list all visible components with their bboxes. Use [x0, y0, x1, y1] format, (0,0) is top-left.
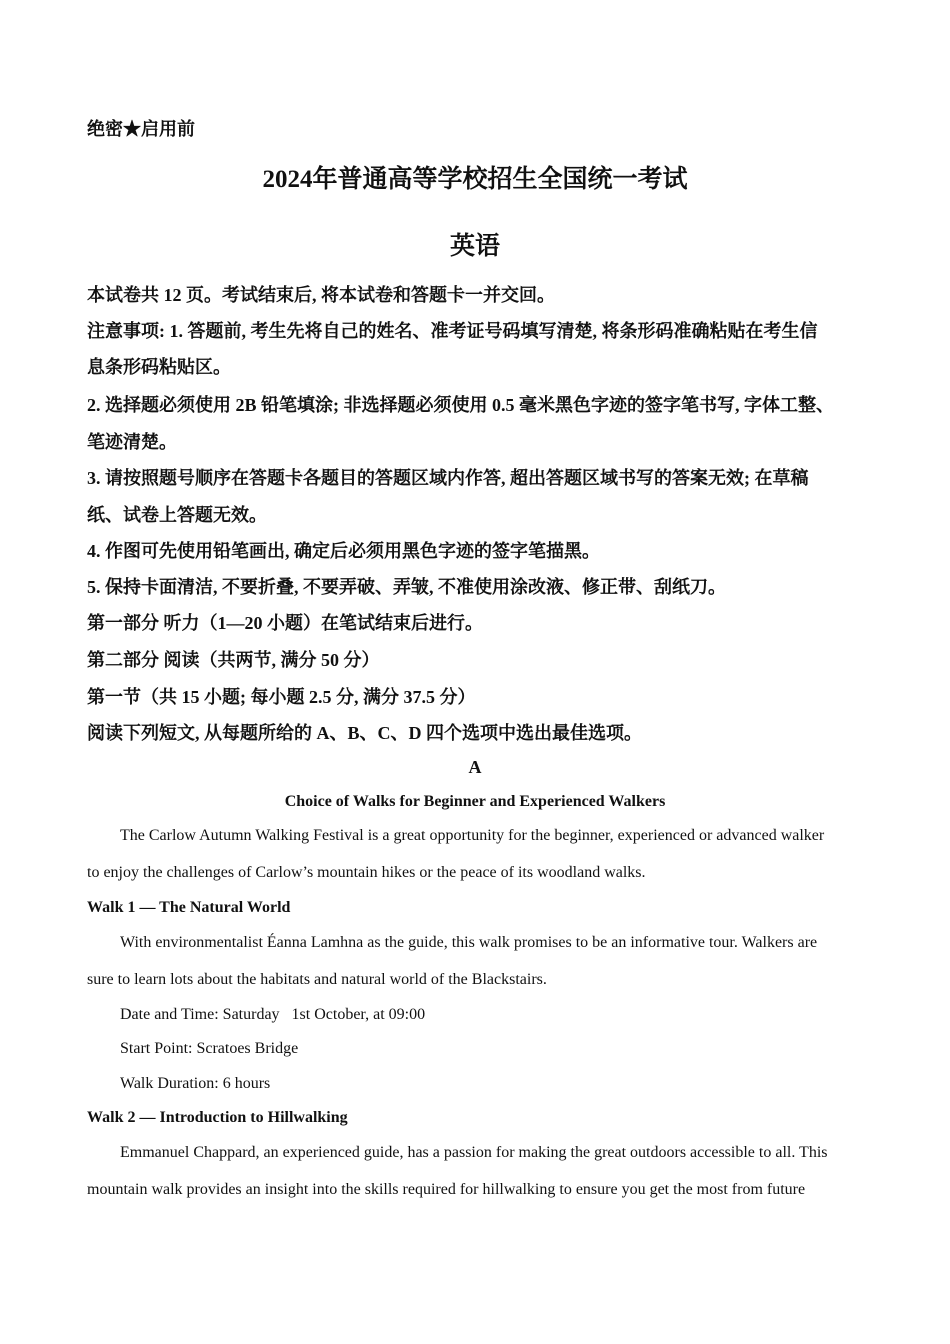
instruction-line: 笔迹清楚。: [87, 432, 177, 452]
instruction-line: 本试卷共 12 页。考试结束后, 将本试卷和答题卡一并交回。: [87, 285, 555, 305]
walk-1-heading: Walk 1 — The Natural World: [87, 899, 291, 916]
passage-title: Choice of Walks for Beginner and Experienced Walkers: [284, 793, 666, 810]
section-heading: 第二部分 阅读（共两节, 满分 50 分）: [87, 650, 380, 670]
walk-1-date: Date and Time: Saturday 1st October, at 09:00: [120, 1006, 426, 1023]
passage-paragraph: The Carlow Autumn Walking Festival is a great opportunity for the beginner, experienced or advanced walker: [120, 827, 825, 844]
walk-1-start: Start Point: Scratoes Bridge: [120, 1040, 299, 1057]
instruction-line: 3. 请按照题号顺序在答题卡各题目的答题区域内作答, 超出答题区域书写的答案无效; 在草稿: [87, 468, 809, 488]
section-instruction: 阅读下列短文, 从每题所给的 A、B、C、D 四个选项中选出最佳选项。: [87, 723, 642, 743]
instruction-line: 4. 作图可先使用铅笔画出, 确定后必须用黑色字迹的签字笔描黑。: [87, 541, 600, 561]
walk-1-duration: Walk Duration: 6 hours: [120, 1075, 271, 1092]
instruction-line: 2. 选择题必须使用 2B 铅笔填涂; 非选择题必须使用 0.5 毫米黑色字迹的签字笔书写, 字体工整、: [87, 395, 834, 415]
subject-title: 英语: [449, 233, 500, 260]
passage-paragraph: to enjoy the challenges of Carlow’s mountain hikes or the peace of its woodland walks.: [87, 864, 646, 881]
instruction-line: 息条形码粘贴区。: [87, 357, 231, 377]
walk-1-description: sure to learn lots about the habitats and natural world of the Blackstairs.: [87, 971, 547, 988]
section-heading: 第一部分 听力（1—20 小题）在笔试结束后进行。: [87, 613, 483, 633]
section-heading: 第一节（共 15 小题; 每小题 2.5 分, 满分 37.5 分）: [87, 687, 476, 707]
instruction-line: 注意事项: 1. 答题前, 考生先将自己的姓名、准考证号码填写清楚, 将条形码准确粘贴在考生信: [87, 321, 818, 341]
confidential-label: 绝密★启用前: [87, 119, 195, 139]
walk-1-description: With environmentalist Éanna Lamhna as the guide, this walk promises to be an informative tour. Walkers are: [120, 934, 818, 951]
instruction-line: 纸、试卷上答题无效。: [87, 505, 267, 525]
walk-2-description: mountain walk provides an insight into the skills required for hillwalking to ensure you get the most from future: [87, 1181, 806, 1198]
walk-2-description: Emmanuel Chappard, an experienced guide, has a passion for making the great outdoors accessible to all. This: [120, 1144, 828, 1161]
passage-letter: A: [468, 757, 482, 777]
walk-2-heading: Walk 2 — Introduction to Hillwalking: [87, 1109, 348, 1126]
exam-title: 2024年普通高等学校招生全国统一考试: [262, 166, 688, 193]
instruction-line: 5. 保持卡面清洁, 不要折叠, 不要弄破、弄皱, 不准使用涂改液、修正带、刮纸刀。: [87, 577, 726, 597]
